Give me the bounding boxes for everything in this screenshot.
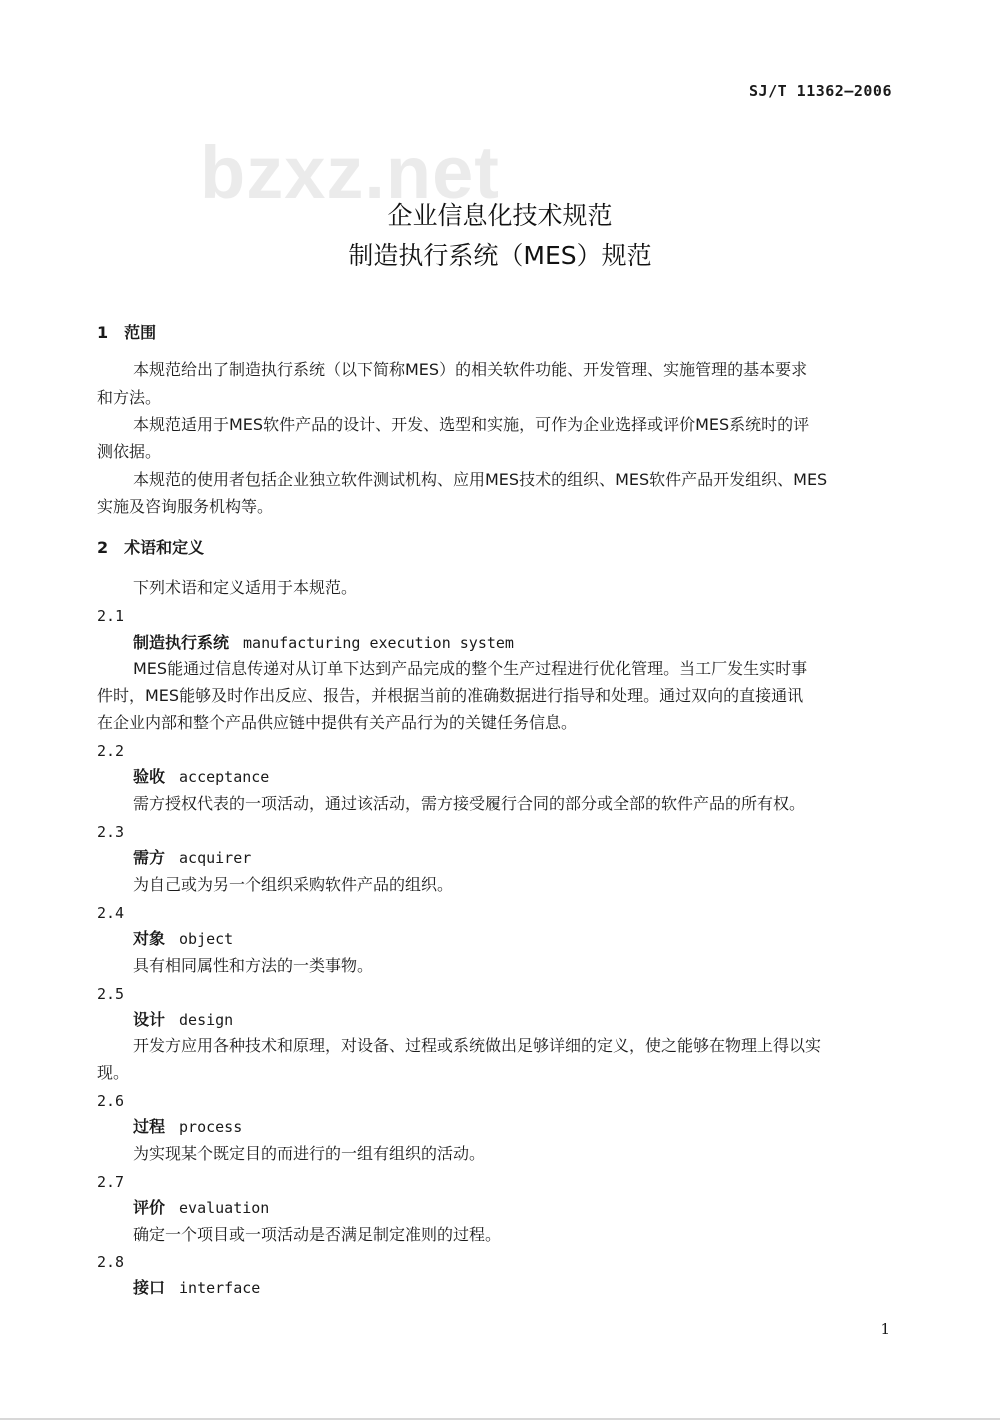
term-chinese: 过程 [133,1117,166,1136]
term-number: 2.1 [97,607,125,625]
term-definition-line: 为自己或为另一个组织采购软件产品的组织。 [133,875,454,894]
paragraph-line: 测依据。 [97,442,162,461]
term-chinese: 接口 [133,1278,166,1297]
term-definition-line: 现。 [97,1063,130,1082]
section-heading-terms: 2 术语和定义 [97,538,205,557]
term-number: 2.7 [97,1173,125,1191]
section-intro: 下列术语和定义适用于本规范。 [133,578,358,597]
term-heading [133,1278,260,1298]
term-definition-line: 具有相同属性和方法的一类事物。 [133,956,374,975]
term-heading [133,767,269,787]
term-definition-line: 为实现某个既定目的而进行的一组有组织的活动。 [133,1144,486,1163]
paragraph-line: 实施及咨询服务机构等。 [97,497,274,516]
term-english: design [179,1011,234,1029]
term-definition-line: 件时，MES能够及时作出反应、报告，并根据当前的准确数据进行指导和处理。通过双向的直接通讯 [97,686,804,705]
paragraph-line: 本规范适用于MES软件产品的设计、开发、选型和实施，可作为企业选择或评价MES系统时的评 [133,415,810,434]
document-title-line2: 制造执行系统（MES）规范 [348,241,652,270]
paragraph-line: 和方法。 [97,388,162,407]
term-chinese: 对象 [133,929,166,948]
term-chinese: 需方 [133,848,166,867]
term-chinese: 设计 [133,1010,166,1029]
term-number: 2.8 [97,1253,125,1271]
term-definition-line: 开发方应用各种技术和原理，对设备、过程或系统做出足够详细的定义，使之能够在物理上得以实 [133,1036,822,1055]
term-definition-line: 确定一个项目或一项活动是否满足制定准则的过程。 [133,1225,502,1244]
term-english: acquirer [179,849,252,867]
document-title-line1: 企业信息化技术规范 [387,201,613,230]
paragraph-line: 本规范的使用者包括企业独立软件测试机构、应用MES技术的组织、MES软件产品开发组织、MES [133,470,828,489]
term-number: 2.2 [97,742,125,760]
term-heading [133,633,514,653]
term-english: process [179,1118,243,1136]
term-number: 2.5 [97,985,125,1003]
term-english: acceptance [179,768,270,786]
term-english: interface [179,1279,261,1297]
term-english: evaluation [179,1199,270,1217]
term-heading [133,1198,269,1218]
term-definition-line: MES能通过信息传递对从订单下达到产品完成的整个生产过程进行优化管理。当工厂发生实时事 [133,659,808,678]
watermark-logo: bzxz.net [200,131,500,214]
term-heading [133,1010,233,1030]
term-english: manufacturing execution system [243,634,514,652]
term-chinese: 制造执行系统 [133,633,230,652]
term-definition-line: 在企业内部和整个产品供应链中提供有关产品行为的关键任务信息。 [97,713,578,732]
page-bottom-edge [0,1418,1000,1420]
term-english: object [179,930,234,948]
page-number: 1 [880,1320,890,1338]
term-number: 2.3 [97,823,125,841]
paragraph-line: 本规范给出了制造执行系统（以下简称MES）的相关软件功能、开发管理、实施管理的基本要求 [133,360,808,379]
term-heading [133,1117,242,1137]
term-heading [133,929,233,949]
term-definition-line: 需方授权代表的一项活动，通过该活动，需方接受履行合同的部分或全部的软件产品的所有权。 [133,794,806,813]
term-chinese: 验收 [133,767,166,786]
term-heading [133,848,251,868]
section-heading-scope: 1 范围 [97,323,157,342]
standard-code: SJ/T 11362—2006 [749,82,892,100]
term-number: 2.6 [97,1092,125,1110]
term-number: 2.4 [97,904,125,922]
term-chinese: 评价 [133,1198,166,1217]
